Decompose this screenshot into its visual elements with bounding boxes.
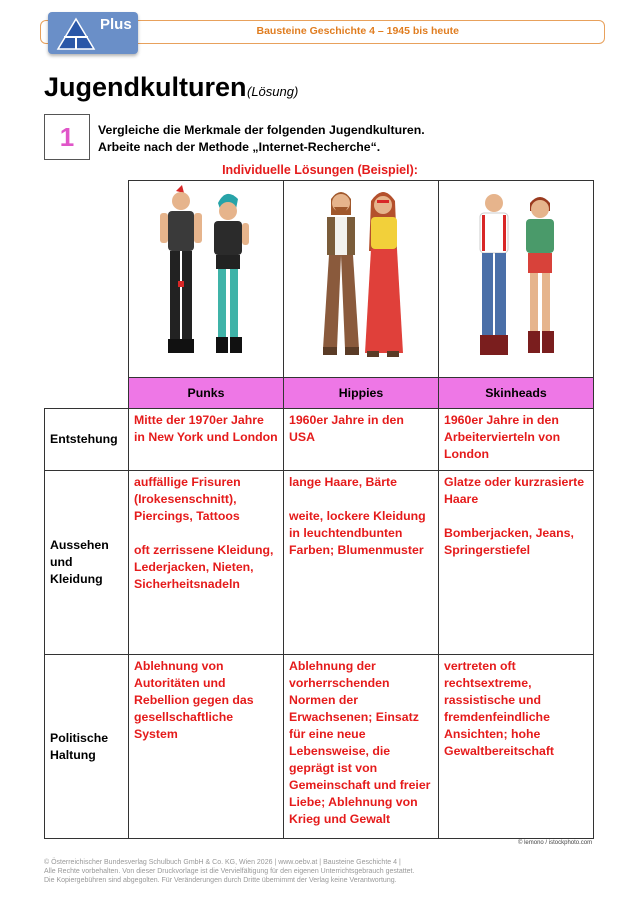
- row-label-politik: Politische Haltung: [45, 655, 129, 839]
- table-row-politik: [45, 655, 594, 839]
- hippies-figures-image: [301, 181, 421, 371]
- footer-line-3: Die Kopiergebühren sind abgegolten. Für Veränderungen durch Dritte übernimmt der Verlag keine Verantwortung.: [44, 877, 397, 884]
- task-line-2: Arbeite nach der Methode „Internet-Recherche“.: [98, 140, 381, 154]
- page-title: Jugendkulturen: [44, 72, 247, 102]
- punks-figures-image: [146, 181, 266, 371]
- task-line-1: Vergleiche die Merkmale der folgenden Jugendkulturen.: [98, 123, 425, 137]
- column-header-row: [45, 378, 594, 409]
- skinheads-illustration: [439, 181, 594, 378]
- column-header-hippies: Hippies: [284, 378, 439, 409]
- cell-text: lange Haare, Bärte: [289, 475, 397, 489]
- task-instructions: [98, 122, 425, 156]
- row-label-aussehen: Aussehen und Kleidung: [45, 471, 129, 655]
- cell-text: weite, lockere Kleidung in leuchtendbunten Farben; Blumenmuster: [289, 509, 426, 557]
- triangle-logo-icon: [56, 17, 96, 51]
- footer-line-2: Alle Rechte vorbehalten. Von dieser Druckvorlage ist die Vervielfältigung für den eigenen Unterrichtsgebrauch gestattet.: [44, 868, 415, 875]
- cell-skinheads-aussehen: [439, 471, 594, 655]
- publisher-logo: [48, 12, 138, 54]
- column-header-skinheads: Skinheads: [439, 378, 594, 409]
- cell-hippies-aussehen: [284, 471, 439, 655]
- page-subtitle: (Lösung): [247, 84, 299, 99]
- cell-hippies-politik: Ablehnung der vorherrschenden Normen der Erwachsenen; Einsatz für eine neue Lebensweise, die geprägt ist von Gemeinschaft und freier Liebe; Ablehnung von Krieg und Gewalt: [284, 655, 439, 839]
- cell-skinheads-entstehung: 1960er Jahre in den Arbeitervierteln von London: [439, 409, 594, 471]
- cell-hippies-entstehung: 1960er Jahre in den USA: [284, 409, 439, 471]
- column-header-punks: Punks: [129, 378, 284, 409]
- cell-text: auffällige Frisuren (Irokesenschnitt), Piercings, Tattoos: [134, 475, 241, 523]
- table-row-entstehung: [45, 409, 594, 471]
- copyright-footer: [44, 858, 414, 885]
- empty-corner: [45, 181, 129, 378]
- cell-skinheads-politik: vertreten oft rechtsextreme, rassistische und fremdenfeindliche Ansichten; hohe Gewaltbereitschaft: [439, 655, 594, 839]
- comparison-table: [44, 180, 594, 839]
- table-row-aussehen: [45, 471, 594, 655]
- cell-text: oft zerrissene Kleidung, Lederjacken, Nieten, Sicherheitsnadeln: [134, 543, 274, 591]
- cell-text: Glatze oder kurzrasierte Haare: [444, 475, 585, 506]
- cell-punks-aussehen: [129, 471, 284, 655]
- cell-text: Bomberjacken, Jeans, Springerstiefel: [444, 526, 574, 557]
- footer-line-1: © Österreichischer Bundesverlag Schulbuch GmbH & Co. KG, Wien 2026 | www.oebv.at | Bausteine Geschichte 4 |: [44, 859, 401, 866]
- row-label-entstehung: Entstehung: [45, 409, 129, 471]
- punks-illustration: [129, 181, 284, 378]
- illustration-row: [45, 181, 594, 378]
- cell-punks-politik: Ablehnung von Autoritäten und Rebellion gegen das gesellschaftliche System: [129, 655, 284, 839]
- solution-heading: Individuelle Lösungen (Beispiel):: [222, 163, 418, 177]
- cell-punks-entstehung: Mitte der 1970er Jahre in New York und London: [129, 409, 284, 471]
- task-number: 1: [44, 114, 90, 160]
- hippies-illustration: [284, 181, 439, 378]
- image-credit: © lemono / istockphoto.com: [518, 840, 593, 846]
- skinheads-figures-image: [456, 181, 576, 371]
- logo-text: Plus: [100, 16, 132, 33]
- empty-corner: [45, 378, 129, 409]
- series-title: Bausteine Geschichte 4 – 1945 bis heute: [256, 25, 459, 37]
